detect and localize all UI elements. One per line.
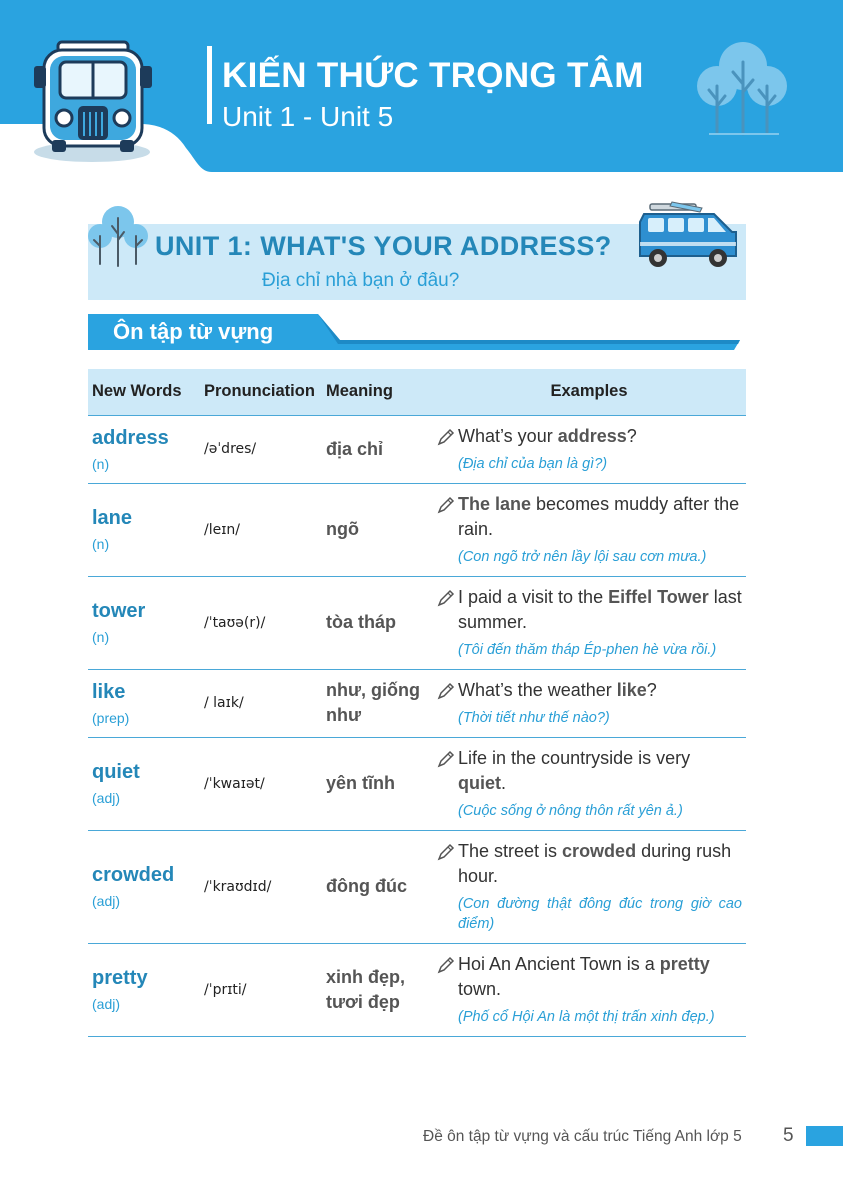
page-number: 5 xyxy=(783,1125,794,1146)
example-sentence: What’s the weather like? xyxy=(458,680,657,700)
example-sentence: The lane becomes muddy after the rain. xyxy=(458,494,740,539)
header-pronunciation: Pronunciation xyxy=(198,369,326,415)
part-of-speech: (prep) xyxy=(92,709,130,726)
pronunciation: /ˈkwaɪət/ xyxy=(204,775,265,792)
word: like xyxy=(92,680,126,703)
footer-text: Đề ôn tập từ vựng và cấu trúc Tiếng Anh lớp 5 xyxy=(423,1128,742,1145)
header-title: KIẾN THỨC TRỌNG TÂM xyxy=(222,56,644,95)
table-row xyxy=(88,943,746,1036)
example-translation: (Địa chỉ của bạn là gì?) xyxy=(458,456,608,472)
example-sentence: Hoi An Ancient Town is a pretty town. xyxy=(458,954,710,999)
pronunciation: / laɪk/ xyxy=(204,695,244,711)
trees-icon xyxy=(88,204,152,268)
example-translation: (Con ngõ trở nên lầy lội sau cơn mưa.) xyxy=(458,549,707,565)
header-examples: Examples xyxy=(432,369,746,415)
part-of-speech: (n) xyxy=(92,455,110,472)
part-of-speech: (adj) xyxy=(92,790,121,806)
table-row xyxy=(88,576,746,669)
section-label: Ôn tập từ vựng xyxy=(113,319,274,344)
part-of-speech: (adj) xyxy=(92,996,121,1012)
example-sentence: Life in the countryside is very quiet. xyxy=(458,748,691,793)
example-sentence: What’s your address? xyxy=(458,426,637,446)
word: address xyxy=(92,426,169,449)
header-new-words: New Words xyxy=(88,369,198,415)
example-sentence: The street is crowded during rush hour. xyxy=(458,841,732,886)
meaning: yên tĩnh xyxy=(326,773,396,793)
header-divider xyxy=(207,46,212,124)
page-header xyxy=(0,0,843,172)
pencil-icon xyxy=(436,588,456,608)
table-row xyxy=(88,415,746,483)
example-keyword: like xyxy=(616,680,647,700)
part-of-speech: (n) xyxy=(92,536,110,552)
unit-subtitle: Địa chỉ nhà bạn ở đâu? xyxy=(262,270,460,291)
example-translation: (Con đường thật đông đúc trong giờ cao điểm) xyxy=(458,896,742,932)
example-keyword: quiet xyxy=(458,773,501,793)
meaning: đông đúc xyxy=(326,876,407,896)
example-keyword: The lane xyxy=(458,494,532,514)
pronunciation: /əˈdres/ xyxy=(204,441,257,457)
pencil-icon xyxy=(436,495,456,515)
table-row xyxy=(88,737,746,830)
part-of-speech: (adj) xyxy=(92,893,121,909)
pencil-icon xyxy=(436,955,456,975)
example-translation: (Phố cổ Hội An là một thị trấn xinh đẹp.) xyxy=(458,1009,715,1025)
example-translation: (Thời tiết như thế nào?) xyxy=(458,710,610,726)
table-row xyxy=(88,483,746,576)
table-row xyxy=(88,669,746,737)
table-header-row xyxy=(88,369,746,415)
word: lane xyxy=(92,507,133,529)
meaning: địa chỉ xyxy=(326,438,384,459)
bus-icon xyxy=(30,40,155,165)
example-keyword: pretty xyxy=(659,954,710,974)
pronunciation: /ˈprɪti/ xyxy=(204,981,247,998)
pencil-icon xyxy=(436,427,456,447)
example-translation: (Tôi đến thăm tháp Ép-phen hè vừa rồi.) xyxy=(458,642,717,658)
part-of-speech: (n) xyxy=(92,629,110,645)
meaning: xinh đẹp, tươi đẹp xyxy=(326,966,406,1012)
word: pretty xyxy=(92,967,148,989)
header-meaning: Meaning xyxy=(326,369,432,415)
meaning: tòa tháp xyxy=(326,612,396,632)
word: tower xyxy=(92,600,146,622)
example-keyword: Eiffel Tower xyxy=(608,587,709,607)
pronunciation: /leɪn/ xyxy=(204,521,241,538)
example-translation: (Cuộc sống ở nông thôn rất yên ả.) xyxy=(458,803,683,819)
meaning: ngõ xyxy=(326,519,359,539)
footer-bar xyxy=(806,1126,843,1146)
car-icon xyxy=(636,200,740,270)
word: quiet xyxy=(92,761,140,783)
pronunciation: /ˈtaʊə(r)/ xyxy=(204,614,266,631)
pencil-icon xyxy=(436,842,456,862)
word: crowded xyxy=(92,864,175,886)
example-keyword: address xyxy=(557,426,627,446)
trees-icon xyxy=(695,42,790,137)
meaning: như, giống như xyxy=(326,680,421,725)
header-subtitle: Unit 1 - Unit 5 xyxy=(222,101,394,132)
unit-title: UNIT 1: WHAT'S YOUR ADDRESS? xyxy=(155,231,612,261)
pronunciation: /ˈkraʊdɪd/ xyxy=(204,878,272,895)
example-keyword: crowded xyxy=(562,841,637,861)
pencil-icon xyxy=(436,681,456,701)
table-row xyxy=(88,830,746,943)
pencil-icon xyxy=(436,749,456,769)
vocabulary-table xyxy=(88,369,746,1037)
example-sentence: I paid a visit to the Eiffel Tower last summer. xyxy=(458,587,742,632)
